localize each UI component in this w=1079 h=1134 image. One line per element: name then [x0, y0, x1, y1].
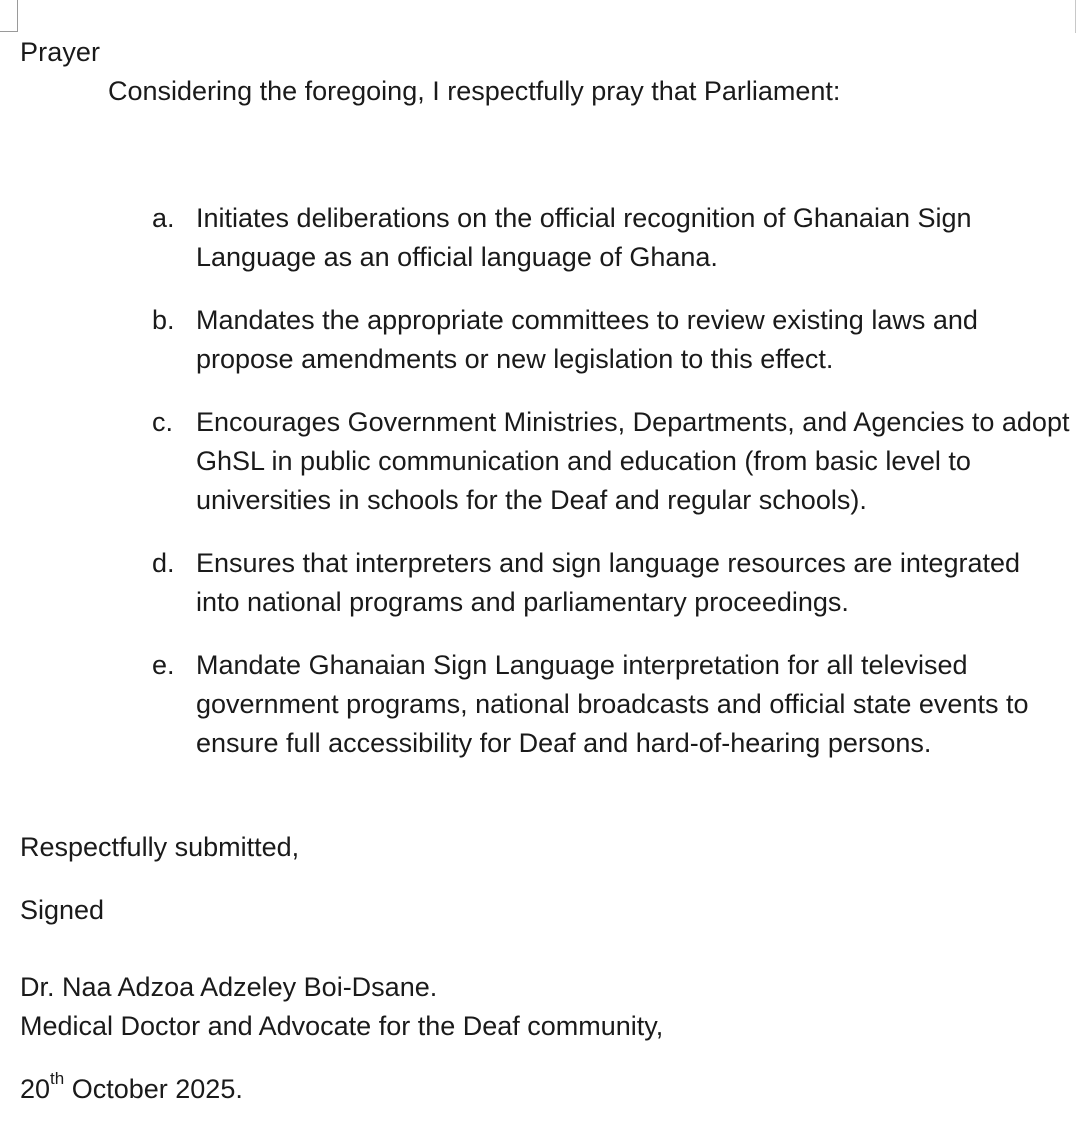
intro-paragraph: Considering the foregoing, I respectfully pray that Parliament:	[108, 76, 841, 106]
list-item-text: Initiates deliberations on the official recognition of Ghanaian Sign Language as an official language of Ghana.	[196, 203, 972, 272]
list-marker: b.	[152, 305, 175, 335]
signatory-title: Medical Doctor and Advocate for the Deaf community,	[20, 1011, 664, 1041]
list-item-text: Ensures that interpreters and sign language resources are integrated into national programs and parliamentary proceedings.	[196, 548, 1021, 617]
date-day: 20	[20, 1074, 51, 1104]
list-item	[150, 646, 1075, 763]
list-item-text: Mandate Ghanaian Sign Language interpretation for all televised government programs, national broadcasts and official state events to ensure full accessibility for Deaf and hard-of-hearing persons.	[196, 650, 1029, 758]
prayer-list	[150, 199, 1075, 787]
list-marker: d.	[152, 548, 175, 578]
list-item	[150, 403, 1075, 520]
signatory-name: Dr. Naa Adzoa Adzeley Boi-Dsane.	[20, 972, 438, 1002]
page-corner-mark	[0, 0, 18, 32]
date-rest: October 2025.	[64, 1074, 243, 1104]
date-line	[20, 1070, 243, 1109]
closing-line: Respectfully submitted,	[20, 832, 300, 862]
date-ordinal: th	[50, 1069, 65, 1088]
list-marker: e.	[152, 650, 175, 680]
section-heading: Prayer	[20, 37, 101, 67]
list-marker: a.	[152, 203, 175, 233]
list-item	[150, 544, 1075, 622]
list-item-text: Encourages Government Ministries, Departments, and Agencies to adopt GhSL in public communication and education (from basic level to universities in schools for the Deaf and regular schools).	[196, 407, 1070, 515]
signed-line: Signed	[20, 895, 105, 925]
list-item-text: Mandates the appropriate committees to review existing laws and propose amendments or new legislation to this effect.	[196, 305, 978, 374]
list-item	[150, 199, 1075, 277]
page-margin-mark	[1075, 0, 1076, 33]
list-item	[150, 301, 1075, 379]
list-marker: c.	[152, 407, 174, 437]
